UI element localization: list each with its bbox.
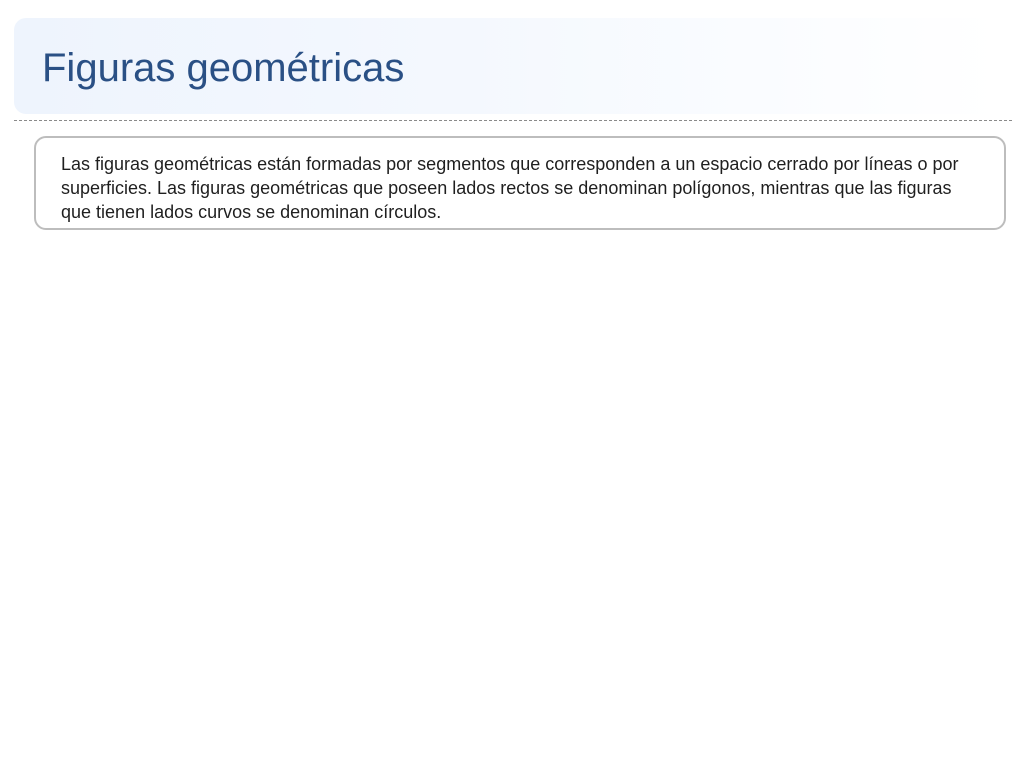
title-divider [14,120,1012,121]
content-text: Las figuras geométricas están formadas por segmentos que corresponden a un espacio cerrado por líneas o por superficies. Las figuras geométricas que poseen lados rectos se denominan polígonos, mientras que las figuras que tienen lados curvos se denominan círculos. [61,154,959,222]
slide-title: Figuras geométricas [42,46,405,90]
content-box [34,136,1006,230]
